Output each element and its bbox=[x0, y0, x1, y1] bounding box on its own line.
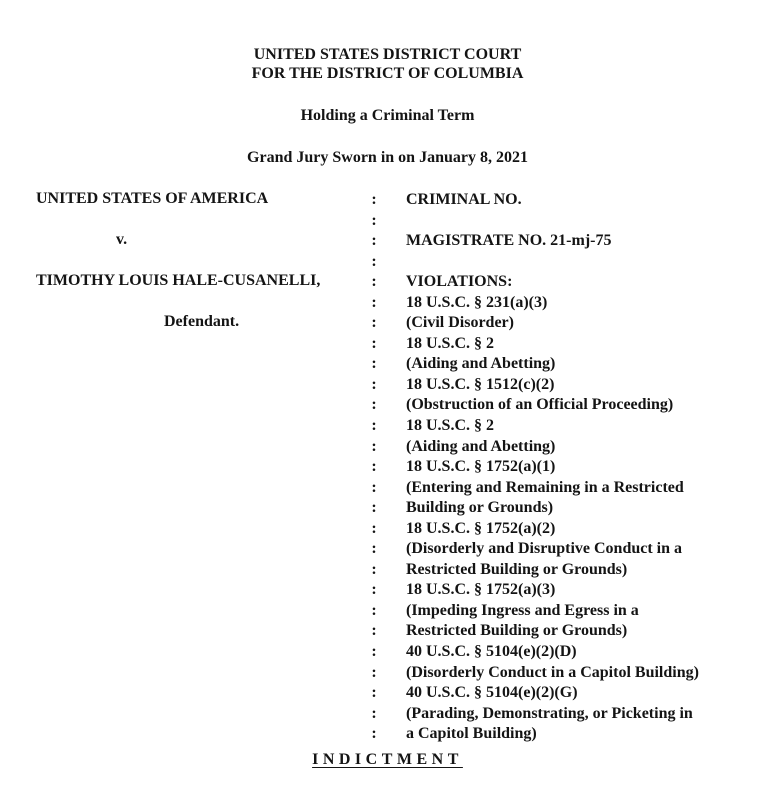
grand-jury-line: Grand Jury Sworn in on January 8, 2021 bbox=[247, 149, 528, 166]
caption-colon: : bbox=[371, 314, 377, 332]
violation-line: (Impeding Ingress and Egress in a bbox=[406, 601, 639, 619]
caption-colon: : bbox=[371, 540, 377, 558]
violation-line: 18 U.S.C. § 1752(a)(2) bbox=[406, 519, 556, 537]
versus-label: v. bbox=[116, 231, 128, 248]
indictment-heading: INDICTMENT bbox=[312, 751, 463, 768]
caption-colon: : bbox=[371, 293, 377, 311]
violation-line: Restricted Building or Grounds) bbox=[406, 560, 628, 578]
violation-line: (Aiding and Abetting) bbox=[406, 355, 556, 373]
caption-colon: : bbox=[371, 704, 377, 722]
caption-colon: : bbox=[371, 437, 377, 455]
document-title bbox=[0, 750, 775, 770]
caption-colon: : bbox=[371, 396, 377, 414]
caption-colon: : bbox=[371, 519, 377, 537]
caption-colon: : bbox=[371, 375, 377, 393]
caption-colon: : bbox=[371, 211, 377, 229]
violation-line: Restricted Building or Grounds) bbox=[406, 622, 628, 640]
violation-line: (Civil Disorder) bbox=[406, 314, 514, 332]
caption-colon: : bbox=[371, 334, 377, 352]
criminal-number: CRIMINAL NO. bbox=[406, 191, 522, 208]
violation-line: 40 U.S.C. § 5104(e)(2)(G) bbox=[406, 684, 578, 702]
violation-line: 40 U.S.C. § 5104(e)(2)(D) bbox=[406, 643, 577, 661]
violation-line: (Disorderly and Disruptive Conduct in a bbox=[406, 540, 683, 558]
caption-colon: : bbox=[371, 725, 377, 743]
caption-colon: : bbox=[371, 355, 377, 373]
caption-colon: : bbox=[371, 232, 377, 250]
caption-colon: : bbox=[371, 684, 377, 702]
violation-line: (Disorderly Conduct in a Capitol Building) bbox=[406, 663, 699, 681]
caption-colon: : bbox=[371, 499, 377, 517]
violation-line: 18 U.S.C. § 1512(c)(2) bbox=[406, 375, 555, 393]
violation-line: (Entering and Remaining in a Restricted bbox=[406, 478, 684, 496]
criminal-term-line: Holding a Criminal Term bbox=[300, 107, 475, 124]
plaintiff-name: UNITED STATES OF AMERICA bbox=[36, 190, 269, 207]
magistrate-number: MAGISTRATE NO. 21-mj-75 bbox=[406, 232, 612, 250]
caption-colon: : bbox=[371, 458, 377, 476]
defendant-label: Defendant. bbox=[164, 313, 240, 330]
violation-line: (Aiding and Abetting) bbox=[406, 437, 556, 455]
violation-line: 18 U.S.C. § 2 bbox=[406, 334, 495, 352]
caption-colon: : bbox=[371, 191, 377, 208]
case-info-column bbox=[406, 190, 699, 745]
caption-colon: : bbox=[371, 601, 377, 619]
violation-line: 18 U.S.C. § 1752(a)(1) bbox=[406, 458, 556, 476]
violation-line: 18 U.S.C. § 1752(a)(3) bbox=[406, 581, 556, 599]
caption-colon: : bbox=[371, 478, 377, 496]
court-name-line1: UNITED STATES DISTRICT COURT bbox=[253, 46, 522, 63]
violation-line: (Obstruction of an Official Proceeding) bbox=[406, 396, 674, 414]
caption-colon: : bbox=[371, 417, 377, 435]
caption-colon: : bbox=[371, 581, 377, 599]
violations-heading: VIOLATIONS: bbox=[406, 273, 513, 291]
caption-colon: : bbox=[371, 622, 377, 640]
violation-line: 18 U.S.C. § 2 bbox=[406, 417, 495, 435]
violation-line: (Parading, Demonstrating, or Picketing in bbox=[406, 704, 693, 722]
caption-colon: : bbox=[371, 643, 377, 661]
blank-line bbox=[406, 211, 699, 232]
caption-colon-column bbox=[368, 190, 380, 745]
violation-line: Building or Grounds) bbox=[406, 499, 554, 517]
caption-colon: : bbox=[371, 273, 377, 291]
blank-line bbox=[406, 252, 699, 273]
defendant-name: TIMOTHY LOUIS HALE-CUSANELLI, bbox=[36, 272, 321, 289]
violation-line: 18 U.S.C. § 231(a)(3) bbox=[406, 293, 548, 311]
caption-colon: : bbox=[371, 252, 377, 270]
caption-colon: : bbox=[371, 663, 377, 681]
court-name-line2: FOR THE DISTRICT OF COLUMBIA bbox=[251, 65, 524, 82]
violation-line: a Capitol Building) bbox=[406, 725, 537, 743]
caption-colon: : bbox=[371, 560, 377, 578]
